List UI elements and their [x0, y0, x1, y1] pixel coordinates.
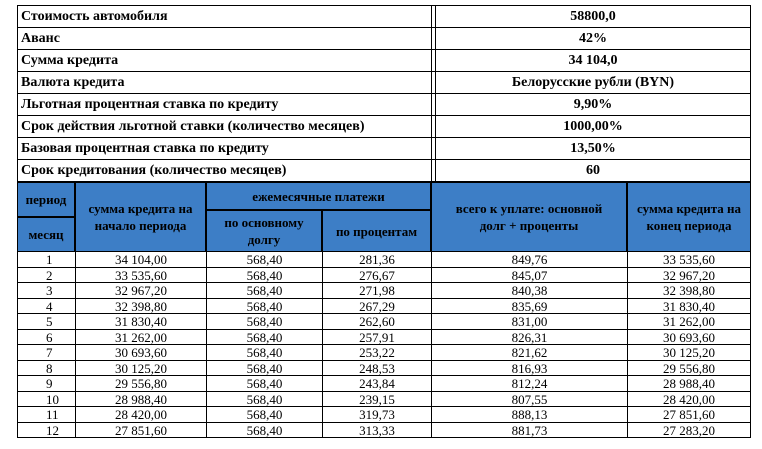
summary-row[interactable]	[18, 72, 751, 94]
table-row[interactable]	[18, 330, 751, 346]
table-row[interactable]	[18, 392, 751, 408]
cell-interest[interactable]: 276,67	[323, 268, 432, 284]
cell-total[interactable]: 831,00	[432, 314, 628, 330]
cell-end-balance[interactable]: 29 556,80	[628, 361, 751, 377]
summary-label[interactable]: Стоимость автомобиля	[18, 6, 432, 28]
cell-interest[interactable]: 267,29	[323, 299, 432, 315]
cell-principal[interactable]: 568,40	[207, 252, 323, 268]
cell-principal[interactable]: 568,40	[207, 345, 323, 361]
summary-row[interactable]	[18, 138, 751, 160]
summary-label[interactable]: Базовая процентная ставка по кредиту	[18, 138, 432, 160]
summary-label[interactable]: Валюта кредита	[18, 72, 432, 94]
cell-total[interactable]: 812,24	[432, 376, 628, 392]
cell-month[interactable]: 7	[18, 345, 76, 361]
cell-month[interactable]: 4	[18, 299, 76, 315]
cell-start-balance[interactable]: 32 398,80	[76, 299, 207, 315]
cell-month[interactable]: 3	[18, 283, 76, 299]
cell-end-balance[interactable]: 32 398,80	[628, 283, 751, 299]
summary-row[interactable]	[18, 6, 751, 28]
table-row[interactable]	[18, 299, 751, 315]
cell-principal[interactable]: 568,40	[207, 407, 323, 423]
schedule-rows	[17, 252, 751, 438]
summary-label[interactable]: Сумма кредита	[18, 50, 432, 72]
summary-row[interactable]	[18, 50, 751, 72]
cell-start-balance[interactable]: 34 104,00	[76, 252, 207, 268]
cell-month[interactable]: 2	[18, 268, 76, 284]
summary-block	[17, 5, 751, 182]
header-end-balance[interactable]: сумма кредита на конец периода	[627, 182, 751, 252]
table-row[interactable]	[18, 252, 751, 268]
cell-total[interactable]: 888,13	[432, 407, 628, 423]
cell-principal[interactable]: 568,40	[207, 376, 323, 392]
cell-interest[interactable]: 313,33	[323, 423, 432, 439]
cell-interest[interactable]: 248,53	[323, 361, 432, 377]
summary-row[interactable]	[18, 116, 751, 138]
summary-value[interactable]: 1000,00%	[436, 116, 751, 138]
cell-start-balance[interactable]: 32 967,20	[76, 283, 207, 299]
summary-value[interactable]: 58800,0	[436, 6, 751, 28]
cell-month[interactable]: 1	[18, 252, 76, 268]
cell-end-balance[interactable]: 30 125,20	[628, 345, 751, 361]
cell-start-balance[interactable]: 30 693,60	[76, 345, 207, 361]
cell-total[interactable]: 849,76	[432, 252, 628, 268]
cell-start-balance[interactable]: 27 851,60	[76, 423, 207, 439]
cell-start-balance[interactable]: 31 262,00	[76, 330, 207, 346]
header-start-balance[interactable]: сумма кредита на начало периода	[75, 182, 206, 252]
cell-month[interactable]: 9	[18, 376, 76, 392]
schedule-header	[17, 182, 751, 252]
cell-total[interactable]: 881,73	[432, 423, 628, 439]
cell-interest[interactable]: 319,73	[323, 407, 432, 423]
cell-start-balance[interactable]: 30 125,20	[76, 361, 207, 377]
header-principal[interactable]: по основному долгу	[206, 210, 322, 252]
cell-principal[interactable]: 568,40	[207, 330, 323, 346]
cell-start-balance[interactable]: 33 535,60	[76, 268, 207, 284]
cell-end-balance[interactable]: 28 420,00	[628, 392, 751, 408]
cell-total[interactable]: 807,55	[432, 392, 628, 408]
cell-end-balance[interactable]: 27 283,20	[628, 423, 751, 439]
cell-principal[interactable]: 568,40	[207, 283, 323, 299]
cell-total[interactable]: 816,93	[432, 361, 628, 377]
summary-label[interactable]: Аванс	[18, 28, 432, 50]
header-monthly-payments[interactable]: ежемесячные платежи	[206, 182, 431, 210]
summary-value[interactable]: 9,90%	[436, 94, 751, 116]
summary-label[interactable]: Льготная процентная ставка по кредиту	[18, 94, 432, 116]
cell-interest[interactable]: 257,91	[323, 330, 432, 346]
cell-principal[interactable]: 568,40	[207, 392, 323, 408]
cell-end-balance[interactable]: 27 851,60	[628, 407, 751, 423]
summary-value[interactable]: Белорусские рубли (BYN)	[436, 72, 751, 94]
cell-principal[interactable]: 568,40	[207, 299, 323, 315]
summary-row[interactable]	[18, 160, 751, 182]
cell-total[interactable]: 840,38	[432, 283, 628, 299]
cell-month[interactable]: 5	[18, 314, 76, 330]
table-row[interactable]	[18, 283, 751, 299]
table-row[interactable]	[18, 423, 751, 439]
summary-row[interactable]	[18, 28, 751, 50]
cell-total[interactable]: 835,69	[432, 299, 628, 315]
cell-month[interactable]: 11	[18, 407, 76, 423]
header-period[interactable]: период	[17, 182, 75, 217]
cell-month[interactable]: 8	[18, 361, 76, 377]
table-row[interactable]	[18, 314, 751, 330]
cell-interest[interactable]: 281,36	[323, 252, 432, 268]
summary-label[interactable]: Срок кредитования (количество месяцев)	[18, 160, 432, 182]
header-month[interactable]: месяц	[17, 217, 75, 252]
summary-value[interactable]: 13,50%	[436, 138, 751, 160]
cell-interest[interactable]: 253,22	[323, 345, 432, 361]
cell-total[interactable]: 845,07	[432, 268, 628, 284]
cell-end-balance[interactable]: 28 988,40	[628, 376, 751, 392]
cell-end-balance[interactable]: 33 535,60	[628, 252, 751, 268]
summary-value[interactable]: 42%	[436, 28, 751, 50]
cell-end-balance[interactable]: 31 262,00	[628, 314, 751, 330]
header-total[interactable]: всего к уплате: основной долг + проценты	[431, 182, 627, 252]
cell-interest[interactable]: 239,15	[323, 392, 432, 408]
summary-value[interactable]: 34 104,0	[436, 50, 751, 72]
cell-principal[interactable]: 568,40	[207, 314, 323, 330]
cell-month[interactable]: 12	[18, 423, 76, 439]
cell-month[interactable]: 6	[18, 330, 76, 346]
cell-start-balance[interactable]: 28 420,00	[76, 407, 207, 423]
cell-total[interactable]: 826,31	[432, 330, 628, 346]
cell-end-balance[interactable]: 30 693,60	[628, 330, 751, 346]
table-row[interactable]	[18, 407, 751, 423]
cell-principal[interactable]: 568,40	[207, 268, 323, 284]
table-row[interactable]	[18, 268, 751, 284]
cell-interest[interactable]: 243,84	[323, 376, 432, 392]
cell-month[interactable]: 10	[18, 392, 76, 408]
summary-value[interactable]: 60	[436, 160, 751, 182]
cell-end-balance[interactable]: 32 967,20	[628, 268, 751, 284]
cell-start-balance[interactable]: 31 830,40	[76, 314, 207, 330]
summary-label[interactable]: Срок действия льготной ставки (количество месяцев)	[18, 116, 432, 138]
summary-row[interactable]	[18, 94, 751, 116]
cell-interest[interactable]: 262,60	[323, 314, 432, 330]
table-row[interactable]	[18, 376, 751, 392]
cell-interest[interactable]: 271,98	[323, 283, 432, 299]
cell-total[interactable]: 821,62	[432, 345, 628, 361]
cell-start-balance[interactable]: 28 988,40	[76, 392, 207, 408]
cell-principal[interactable]: 568,40	[207, 361, 323, 377]
cell-start-balance[interactable]: 29 556,80	[76, 376, 207, 392]
header-interest[interactable]: по процентам	[322, 210, 431, 252]
cell-principal[interactable]: 568,40	[207, 423, 323, 439]
table-row[interactable]	[18, 345, 751, 361]
table-row[interactable]	[18, 361, 751, 377]
cell-end-balance[interactable]: 31 830,40	[628, 299, 751, 315]
loan-spreadsheet	[17, 5, 751, 445]
